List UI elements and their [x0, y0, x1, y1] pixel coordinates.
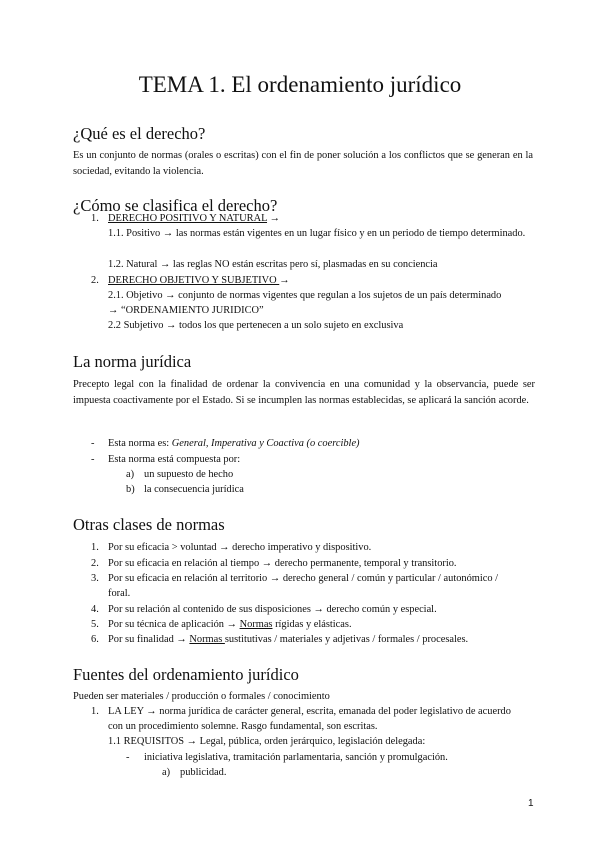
sublist-item-objetivo-cont: → “ORDENAMIENTO JURIDICO”	[108, 305, 264, 316]
bullet-norma-es	[108, 436, 360, 452]
paragraph-definicion: Es un conjunto de normas (orales o escritas) con el fin de poner solución a los conflictos que se generan en la sociedad, evitando la violencia.	[73, 150, 533, 177]
bullet-dash: -	[126, 752, 130, 763]
list-number: 1.	[91, 706, 99, 717]
list-number: 6.	[91, 634, 99, 645]
list-item-supuesto: un supuesto de hecho	[144, 469, 234, 480]
text-lead: Por su finalidad →	[108, 634, 190, 645]
sublist-item-subjetivo: 2.2 Subjetivo → todos los que pertenecen a un solo sujeto en exclusiva	[108, 320, 404, 331]
text-underlined: Normas	[189, 634, 225, 645]
page-number: 1	[528, 798, 534, 809]
list-number: 5.	[91, 619, 99, 630]
bullet-lead: Esta norma es:	[108, 438, 172, 449]
list-item-ley-cont: con un procedimiento solemne. Rasgo fundamental, son escritas.	[108, 721, 378, 732]
paragraph-norma: Precepto legal con la finalidad de ordenar la convivencia en una comunidad y la observancia, puede ser impuesta coactivamente por el Estado. Si se incumplen las normas establecidas, se aplicará la sanción acorde.	[73, 379, 535, 406]
list-letter: a)	[126, 469, 135, 480]
bullet-dash: -	[91, 438, 95, 449]
list-item-objetivo-subjetivo	[108, 273, 290, 289]
bullet-italic: General, Imperativa y Coactiva (o coercible)	[171, 438, 360, 449]
bullet-iniciativa: iniciativa legislativa, tramitación parlamentaria, sanción y promulgación.	[144, 752, 448, 763]
arrow-icon: →	[279, 275, 290, 286]
list-number: 2.	[91, 275, 99, 286]
list-letter: b)	[126, 484, 135, 495]
list-number: 2.	[91, 558, 99, 569]
sublist-item-objetivo: 2.1. Objetivo → conjunto de normas vigentes que regulan a los sujetos de un país determinado	[108, 290, 502, 301]
heading-norma-juridica: La norma jurídica	[73, 352, 192, 371]
list-number: 3.	[91, 573, 99, 584]
text-underlined: Normas	[239, 619, 273, 630]
label-derecho-objetivo: DERECHO OBJETIVO Y SUBJETIVO	[108, 275, 280, 286]
list-number: 1.	[91, 542, 99, 553]
paragraph-fuentes-intro: Pueden ser materiales / producción o formales / conocimiento	[73, 691, 330, 702]
page-title: TEMA 1. El ordenamiento jurídico	[138, 72, 462, 97]
list-number: 4.	[91, 604, 99, 615]
list-number: 1.	[91, 213, 99, 224]
text-tail: sustitutivas / materiales y adjetivas / formales / procesales.	[224, 634, 469, 645]
list-item-eficacia-tiempo: Por su eficacia en relación al tiempo → derecho permanente, temporal y transitorio.	[108, 558, 457, 569]
heading-otras-clases: Otras clases de normas	[73, 515, 225, 534]
bullet-compuesta: Esta norma está compuesta por:	[108, 454, 241, 465]
text-lead: Por su técnica de aplicación →	[108, 619, 240, 630]
list-item-publicidad: publicidad.	[180, 767, 227, 778]
sublist-item-positivo: 1.1. Positivo → las normas están vigentes en un lugar físico y en un periodo de tiempo determinado.	[108, 228, 526, 239]
list-item-consecuencia: la consecuencia jurídica	[144, 484, 244, 495]
bullet-dash: -	[91, 454, 95, 465]
arrow-icon: →	[267, 213, 281, 224]
heading-que-es-derecho: ¿Qué es el derecho?	[73, 124, 206, 143]
sublist-item-requisitos: 1.1 REQUISITOS → Legal, pública, orden jerárquico, legislación delegada:	[108, 736, 426, 747]
list-letter: a)	[162, 767, 171, 778]
sublist-item-natural: 1.2. Natural → las reglas NO están escritas pero sí, plasmadas en su conciencia	[108, 259, 438, 270]
list-item-eficacia-voluntad: Por su eficacia > voluntad → derecho imperativo y dispositivo.	[108, 542, 372, 553]
list-item-eficacia-territorio: Por su eficacia en relación al territorio → derecho general / común y particular / autonómico /	[108, 573, 499, 584]
list-item-ley: LA LEY → norma jurídica de carácter general, escrita, emanada del poder legislativo de acuerdo	[108, 706, 511, 717]
list-item-finalidad	[108, 632, 468, 648]
list-item-contenido: Por su relación al contenido de sus disposiciones → derecho común y especial.	[108, 604, 437, 615]
heading-clasificacion: ¿Cómo se clasifica el derecho?	[73, 196, 278, 215]
label-derecho-positivo: DERECHO POSITIVO Y NATURAL	[108, 213, 268, 224]
heading-fuentes: Fuentes del ordenamiento jurídico	[73, 665, 299, 684]
list-item-eficacia-territorio-cont: foral.	[108, 588, 131, 599]
text-tail: rígidas y elásticas.	[272, 619, 352, 630]
list-item-positivo-natural	[108, 211, 280, 227]
list-item-tecnica	[108, 617, 352, 633]
